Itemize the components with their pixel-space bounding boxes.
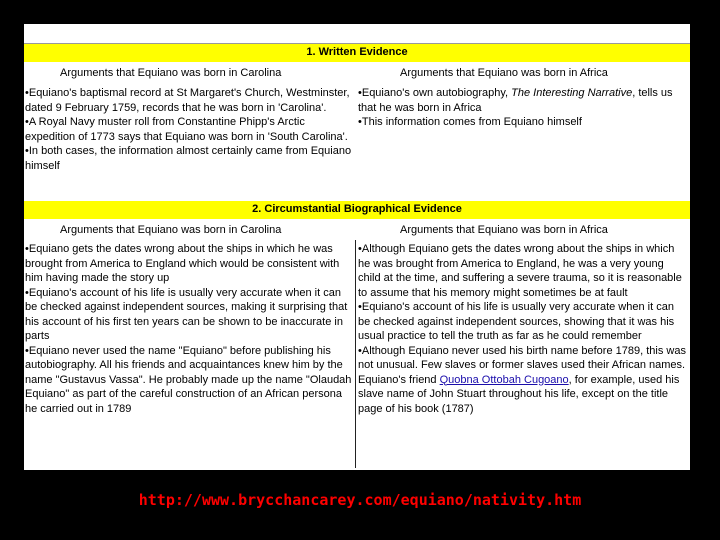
- section2-right-item: •Although Equiano gets the dates wrong about the ships in which he was brought from America to England, he was a very young child at the time, and suffering a severe trauma, so it is reasonable to assume that his memory might sometimes be at fault: [358, 243, 682, 299]
- section2-right-item: •Although Equiano never used his birth name before 1789, this was not unusual. Few slaves or former slaves used their African names. Equiano's friend Quobna Ottobah Cugoano, for example, used his slave name of John Stuart throughout his life, except on the title page of his book (1787): [358, 344, 686, 415]
- section2-right-column: [358, 242, 689, 416]
- section1-left-column: [25, 86, 353, 173]
- section1-right-column: [358, 86, 688, 130]
- book-title: The Interesting Narrative: [511, 87, 633, 99]
- section2-left-item: •Equiano never used the name "Equiano" before publishing his autobiography. All his friends and acquaintances knew him by the name "Gustavus Vassa". He probably made up the name "Olaudah Equiano" as part of the careful construction of an African persona he carried out in 1789: [25, 344, 352, 415]
- section2-left-item: •Equiano gets the dates wrong about the ships in which he was brought from America to England which would be consistent with him having made the story up: [25, 243, 340, 284]
- section2-left-column: [25, 242, 355, 416]
- section1-left-header: Arguments that Equiano was born in Carolina: [60, 67, 282, 79]
- section1-right-item: •Equiano's own autobiography, The Interesting Narrative, tells us that he was born in Africa: [358, 87, 673, 114]
- section1-left-item: •A Royal Navy muster roll from Constantine Phipp's Arctic expedition of 1773 says that Equiano was born in 'South Carolina'.: [25, 116, 348, 143]
- section1-right-header: Arguments that Equiano was born in Africa: [400, 67, 608, 79]
- source-url[interactable]: http://www.brycchancarey.com/equiano/nativity.htm: [138, 491, 582, 509]
- cugoano-link[interactable]: Quobna Ottobah Cugoano: [439, 373, 569, 386]
- blank-row: [24, 24, 690, 44]
- section2-left-header: Arguments that Equiano was born in Carolina: [60, 224, 282, 236]
- section1-left-item: •In both cases, the information almost certainly came from Equiano himself: [25, 145, 352, 172]
- section1-left-item: •Equiano's baptismal record at St Margaret's Church, Westminster, dated 9 February 1759, records that he was born in 'Carolina'.: [25, 87, 350, 114]
- column-divider: [355, 240, 356, 468]
- section1-right-item: •This information comes from Equiano himself: [358, 116, 582, 128]
- section2-right-header: Arguments that Equiano was born in Africa: [400, 224, 608, 236]
- section1-title: 1. Written Evidence: [24, 44, 690, 62]
- evidence-table: [24, 24, 690, 470]
- section2-right-item: •Equiano's account of his life is usually very accurate when it can be checked against independent sources, showing that it was his usual practice to tell the truth as far as he could remember: [358, 301, 675, 342]
- section2-left-item: •Equiano's account of his life is usually very accurate when it can be checked against independent sources, making it surprising that his account of his first ten years can be shown to be inaccurate in parts: [25, 286, 348, 342]
- section2-title: 2. Circumstantial Biographical Evidence: [24, 201, 690, 219]
